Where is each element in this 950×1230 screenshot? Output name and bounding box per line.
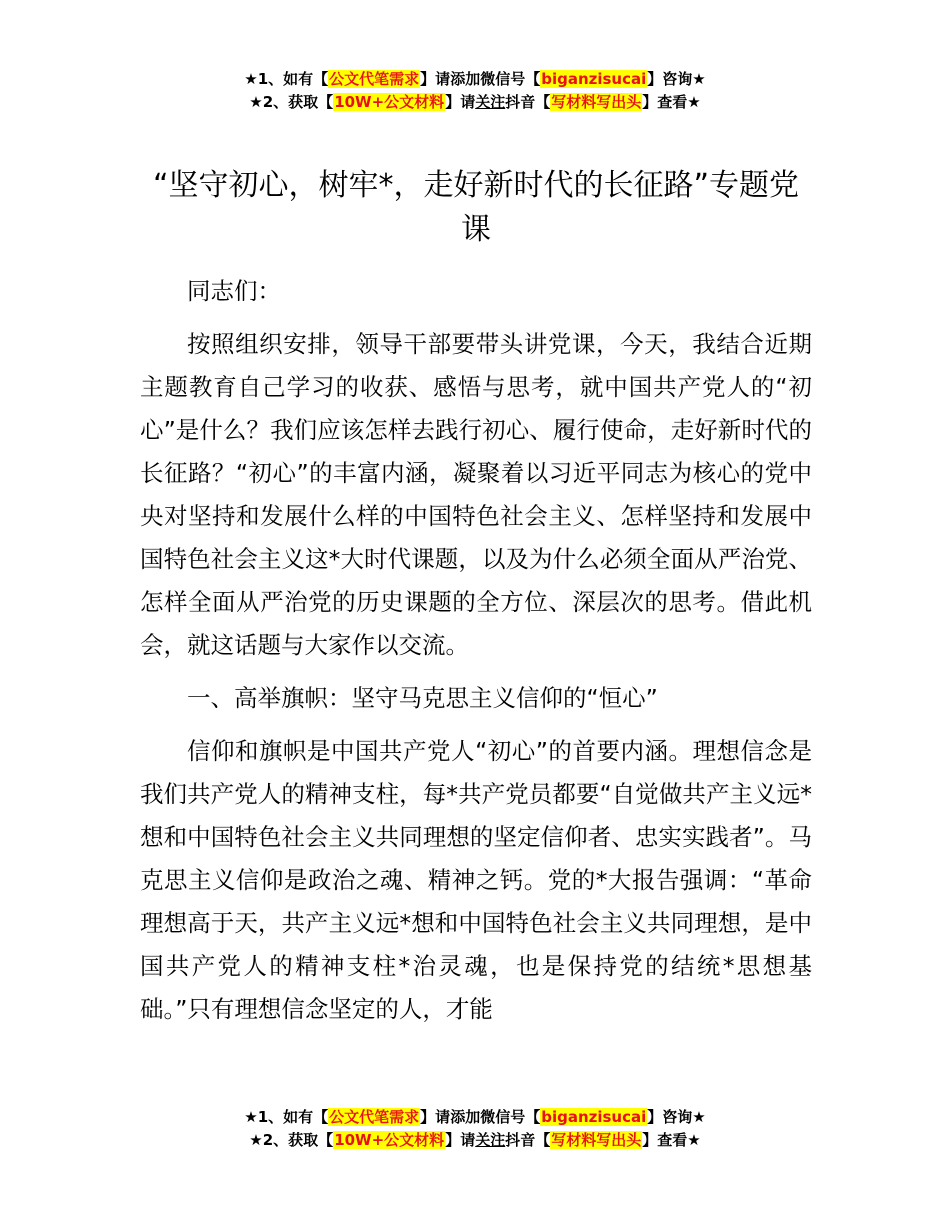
- banner-text: 微信号【: [480, 1108, 541, 1126]
- highlight-tag: 10W+公文材料: [334, 93, 445, 111]
- banner-text: ★1、如有【: [244, 70, 329, 88]
- paragraph-intro: 按照组织安排，领导干部要带头讲党课，今天，我结合近期主题教育自己学习的收获、感悟与思考，就中国共产党人的“初心”是什么？我们应该怎样去践行初心、履行使命，走好新时代的长征路？“初心”的丰富内涵，凝聚着以习近平同志为核心的党中央对坚持和发展什么样的中国特色社会主义、怎样坚持和发展中国特色社会主义这*大时代课题，以及为什么必须全面从严治党、怎样全面从严治党的历史课题的全方位、深层次的思考。借此机会，就这话题与大家作以交流。: [140, 330, 812, 659]
- banner-line-1: [0, 68, 950, 91]
- banner-emphasis: 关注: [475, 1131, 506, 1149]
- banner-line-1: [0, 1106, 950, 1129]
- banner-emphasis: 关注: [475, 93, 506, 111]
- banner-text: ★2、获取【: [249, 1131, 334, 1149]
- banner-text: 】请: [420, 70, 451, 88]
- banner-text: 】请: [445, 1131, 476, 1149]
- document-title: “坚守初心，树牢*，走好新时代的长征路”专题党课: [152, 168, 800, 247]
- banner-text: 】咨询★: [647, 1108, 706, 1126]
- highlight-tag: 公文代笔需求: [329, 70, 420, 88]
- footer-banner: [0, 1106, 950, 1152]
- header-banner: [0, 68, 950, 114]
- banner-text: 】查看★: [642, 93, 701, 111]
- douyin-account-tag: 写材料写出头: [551, 93, 642, 111]
- banner-text: ★2、获取【: [249, 93, 334, 111]
- banner-text: 微信号【: [480, 70, 541, 88]
- greeting: 同志们：: [187, 277, 281, 305]
- banner-line-2: [0, 91, 950, 114]
- highlight-tag: 公文代笔需求: [329, 1108, 420, 1126]
- highlight-tag: 10W+公文材料: [334, 1131, 445, 1149]
- banner-line-2: [0, 1129, 950, 1152]
- document-body: [140, 270, 812, 1041]
- banner-text: 】请: [445, 93, 476, 111]
- banner-text: 】查看★: [642, 1131, 701, 1149]
- banner-emphasis: 添加: [450, 1108, 481, 1126]
- wechat-id-tag: biganzisucai: [541, 70, 647, 88]
- banner-text: 抖音【: [505, 93, 551, 111]
- section-heading: 一、高举旗帜：坚守马克思主义信仰的“恒心”: [187, 684, 658, 712]
- paragraph-section-1: 信仰和旗帜是中国共产党人“初心”的首要内涵。理想信念是我们共产党人的精神支柱，每*共产党员都要“自觉做共产主义远*想和中国特色社会主义共同理想的坚定信仰者、忠实实践者”。马克思主义信仰是政治之魂、精神之钙。党的*大报告强调：“革命理想高于天，共产主义远*想和中国特色社会主义共同理想，是中国共产党人的精神支柱*治灵魂，也是保持党的结统*思想基础。”只有理想信念坚定的人，才能: [140, 737, 812, 1023]
- douyin-account-tag: 写材料写出头: [551, 1131, 642, 1149]
- banner-emphasis: 添加: [450, 70, 481, 88]
- banner-text: 】请: [420, 1108, 451, 1126]
- banner-text: ★1、如有【: [244, 1108, 329, 1126]
- banner-text: 抖音【: [505, 1131, 551, 1149]
- wechat-id-tag: biganzisucai: [541, 1108, 647, 1126]
- banner-text: 】咨询★: [647, 70, 706, 88]
